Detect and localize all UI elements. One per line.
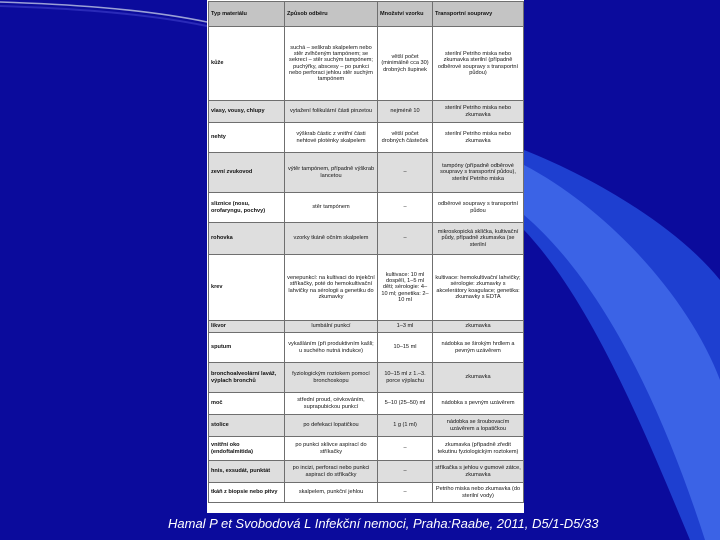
cell-odber: skalpelem, punkční jehlou — [285, 483, 378, 503]
header-odber: Způsob odběru — [285, 2, 378, 27]
table-row — [209, 27, 524, 101]
cell-souprava: zkumavka — [433, 363, 524, 393]
cell-material: bronchoalveolární laváž, výplach bronchů — [209, 363, 285, 393]
cell-odber: venepunkcí: na kultivaci do injekční stříkačky, poté do hemokultivační lahvičky na sérologii a genetiku do zkumavky — [285, 255, 378, 321]
table-row — [209, 193, 524, 223]
cell-mnozstvi: kultivace: 10 ml dospělí, 1–5 ml děti; sérologie: 4–10 ml; genetika: 2–10 ml — [378, 255, 433, 321]
cell-mnozstvi: 5–10 (25–50) ml — [378, 393, 433, 415]
cell-souprava: sterilní Petriho miska nebo zkumavka — [433, 123, 524, 153]
cell-mnozstvi: 10–15 ml z 1.–3. porce výplachu — [378, 363, 433, 393]
cell-souprava: sterilní Petriho miska nebo zkumavka — [433, 101, 524, 123]
header-material: Typ materiálu — [209, 2, 285, 27]
cell-mnozstvi: – — [378, 193, 433, 223]
cell-odber: střední proud, cévkováním, suprapubickou punkcí — [285, 393, 378, 415]
cell-odber: po incizi, perforaci nebo punkci aspirací do stříkačky — [285, 461, 378, 483]
cell-mnozstvi: – — [378, 223, 433, 255]
table-row — [209, 223, 524, 255]
cell-souprava: nádobka s pevným uzávěrem — [433, 393, 524, 415]
table-row — [209, 415, 524, 437]
specimen-table-image — [207, 0, 524, 513]
table-row — [209, 437, 524, 461]
cell-material: stolice — [209, 415, 285, 437]
header-mnozstvi: Množství vzorku — [378, 2, 433, 27]
cell-mnozstvi: 1 g (1 ml) — [378, 415, 433, 437]
cell-mnozstvi: – — [378, 153, 433, 193]
cell-material: sputum — [209, 333, 285, 363]
cell-material: kůže — [209, 27, 285, 101]
cell-mnozstvi: větší počet (minimálně cca 30) drobných šupinek — [378, 27, 433, 101]
cell-mnozstvi: – — [378, 483, 433, 503]
citation-text: Hamal P et Svobodová L Infekční nemoci, Praha:Raabe, 2011, D5/1-D5/33 — [168, 516, 599, 531]
cell-mnozstvi: větší počet drobných částeček — [378, 123, 433, 153]
cell-odber: lumbální punkcí — [285, 321, 378, 333]
cell-souprava: Petriho miska nebo zkumavka (do sterilní vody) — [433, 483, 524, 503]
cell-mnozstvi: nejméně 10 — [378, 101, 433, 123]
cell-souprava: nádobka se širokým hrdlem a pevným uzávěrem — [433, 333, 524, 363]
table-row — [209, 393, 524, 415]
cell-souprava: tampóny (případně odběrové soupravy s transportní půdou), sterilní Petriho miska — [433, 153, 524, 193]
cell-odber: výškrab částic z vnitřní části nehtové ploténky skalpelem — [285, 123, 378, 153]
cell-material: vlasy, vousy, chlupy — [209, 101, 285, 123]
table-row — [209, 483, 524, 503]
cell-souprava: stříkačka s jehlou v gumové zátce, zkumavka — [433, 461, 524, 483]
cell-odber: po defekaci lopatičkou — [285, 415, 378, 437]
cell-souprava: zkumavka (případně zředit tekutinu fyziologickým roztokem) — [433, 437, 524, 461]
cell-odber: vykašláním (při produktivním kašli; u suchého nutná indukce) — [285, 333, 378, 363]
table-row — [209, 101, 524, 123]
cell-souprava: odběrové soupravy s transportní půdou — [433, 193, 524, 223]
cell-odber: suchá – seškrab skalpelem nebo stěr zvlhčeným tampónem; se sekrecí – stěr suchým tampónem; puchýřky, abscesy – po punkci nebo perforaci jehlou stěr suchým tampónem — [285, 27, 378, 101]
cell-odber: výtěr tampónem, případně výškrab lancetou — [285, 153, 378, 193]
cell-material: rohovka — [209, 223, 285, 255]
cell-odber: fyziologickým roztokem pomocí bronchoskopu — [285, 363, 378, 393]
table-row — [209, 363, 524, 393]
specimen-table — [208, 1, 524, 503]
cell-material: sliznice (nosu, orofaryngu, pochvy) — [209, 193, 285, 223]
cell-souprava: zkumavka — [433, 321, 524, 333]
cell-souprava: kultivace: hemokultivační lahvičky; sérologie: zkumavky s akcelerátory koagulace; genetika: zkumavky s EDTA — [433, 255, 524, 321]
cell-souprava: mikroskopická sklíčka, kultivační půdy, případně zkumavka (se sterilní — [433, 223, 524, 255]
table-row — [209, 461, 524, 483]
table-row — [209, 333, 524, 363]
table-row — [209, 255, 524, 321]
cell-material: moč — [209, 393, 285, 415]
cell-mnozstvi: 1–3 ml — [378, 321, 433, 333]
cell-material: hnis, exsudát, punktát — [209, 461, 285, 483]
cell-odber: po punkci sklivce aspirací do stříkačky — [285, 437, 378, 461]
cell-material: likvor — [209, 321, 285, 333]
cell-souprava: sterilní Petriho miska nebo zkumavka sterilní (případně odběrové soupravy s transportní půdou) — [433, 27, 524, 101]
cell-material: krev — [209, 255, 285, 321]
cell-material: vnitřní oko (endoftalmitida) — [209, 437, 285, 461]
cell-mnozstvi: – — [378, 437, 433, 461]
cell-mnozstvi: 10–15 ml — [378, 333, 433, 363]
table-header-row — [209, 2, 524, 27]
cell-odber: vzorky tkáně očním skalpelem — [285, 223, 378, 255]
cell-material: zevní zvukovod — [209, 153, 285, 193]
cell-odber: vytažení folikulární části pinzetou — [285, 101, 378, 123]
header-souprava: Transportní soupravy — [433, 2, 524, 27]
cell-odber: stěr tampónem — [285, 193, 378, 223]
cell-souprava: nádobka se šroubovacím uzávěrem a lopatičkou — [433, 415, 524, 437]
table-row — [209, 321, 524, 333]
table-row — [209, 153, 524, 193]
cell-mnozstvi: – — [378, 461, 433, 483]
cell-material: tkáň z biopsie nebo pitvy — [209, 483, 285, 503]
cell-material: nehty — [209, 123, 285, 153]
table-row — [209, 123, 524, 153]
